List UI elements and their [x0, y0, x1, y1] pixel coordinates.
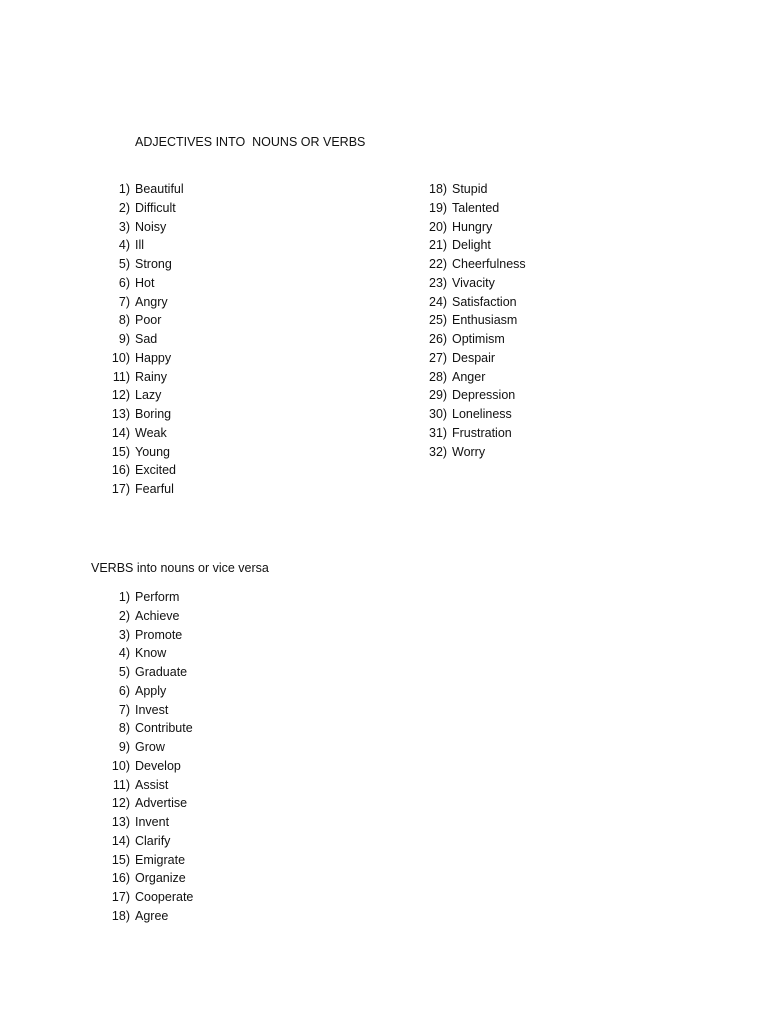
item-word: Stupid [452, 182, 488, 196]
list-item [429, 424, 512, 443]
list-item [108, 682, 167, 701]
list-item [429, 293, 517, 312]
item-number: 19) [429, 200, 448, 215]
list-item [108, 813, 170, 832]
item-number: 17) [111, 890, 130, 904]
item-number: 29) [429, 388, 448, 403]
item-word: Enthusiasm [452, 313, 518, 328]
item-word: Weak [135, 425, 167, 440]
list-item [429, 180, 488, 199]
item-number: 7) [118, 702, 130, 717]
item-number: 15) [111, 852, 130, 867]
item-word: Worry [452, 444, 486, 459]
item-number: 6) [118, 683, 130, 698]
item-word: Fearful [135, 482, 174, 496]
item-word: Loneliness [452, 407, 512, 421]
item-number: 16) [111, 871, 130, 886]
item-word: Rainy [135, 369, 167, 384]
item-word: Beautiful [135, 182, 184, 196]
item-number: 1) [118, 590, 130, 604]
list-item [429, 443, 486, 462]
item-number: 9) [118, 740, 130, 754]
item-number: 28) [429, 369, 448, 384]
list-item [108, 888, 194, 907]
item-word: Hot [135, 275, 155, 290]
item-word: Organize [135, 871, 186, 886]
list-item [429, 368, 486, 387]
item-number: 8) [118, 313, 130, 328]
item-number: 23) [429, 275, 448, 290]
verbs-list [108, 588, 194, 926]
list-item [108, 368, 167, 387]
list-item [108, 199, 176, 218]
list-item [108, 851, 186, 870]
list-item [429, 255, 526, 274]
list-item [429, 386, 516, 405]
item-word: Angry [135, 294, 168, 309]
list-item [429, 330, 505, 349]
list-item [429, 274, 495, 293]
section-title-adjectives: ADJECTIVES INTO NOUNS OR VERBS [135, 135, 366, 149]
item-number: 27) [429, 350, 448, 365]
item-number: 4) [118, 646, 130, 661]
item-word: Delight [452, 238, 491, 253]
item-number: 7) [118, 294, 130, 309]
item-number: 24) [429, 294, 448, 309]
list-item [108, 480, 174, 499]
list-item [108, 794, 188, 813]
item-word: Despair [452, 350, 496, 365]
item-word: Vivacity [452, 275, 495, 290]
list-item [429, 405, 512, 424]
item-word: Cheerfulness [452, 257, 526, 271]
list-item [108, 180, 184, 199]
adjectives-list-left [108, 180, 184, 499]
item-number: 20) [429, 219, 448, 234]
item-word: Lazy [135, 388, 162, 403]
list-item [108, 663, 188, 682]
item-number: 11) [112, 777, 130, 792]
item-word: Anger [452, 369, 486, 384]
item-word: Excited [135, 463, 176, 478]
item-number: 14) [111, 425, 130, 440]
list-item [429, 349, 496, 368]
item-word: Grow [135, 740, 165, 754]
item-number: 30) [429, 407, 448, 421]
list-item [108, 443, 170, 462]
list-item [108, 293, 168, 312]
item-word: Invent [135, 815, 170, 829]
list-item [108, 386, 162, 405]
item-number: 13) [111, 815, 130, 829]
item-number: 3) [118, 627, 130, 642]
item-number: 5) [118, 257, 130, 271]
adjectives-list-right [429, 180, 526, 461]
item-word: Satisfaction [452, 294, 517, 309]
list-item [108, 588, 180, 607]
item-number: 26) [429, 332, 448, 346]
item-word: Develop [135, 758, 181, 773]
list-item [108, 405, 172, 424]
list-item [108, 330, 158, 349]
item-word: Sad [135, 332, 158, 346]
item-number: 21) [429, 238, 448, 253]
list-item [108, 607, 180, 626]
item-word: Assist [135, 777, 169, 792]
item-word: Difficult [135, 200, 176, 215]
item-number: 5) [118, 665, 130, 679]
list-item [108, 644, 167, 663]
item-number: 12) [111, 796, 130, 811]
item-word: Agree [135, 908, 169, 923]
list-item [108, 311, 162, 330]
list-item [429, 236, 491, 255]
item-word: Advertise [135, 796, 188, 811]
item-word: Graduate [135, 665, 188, 679]
list-item [108, 701, 169, 720]
list-item [108, 738, 165, 757]
item-word: Frustration [452, 425, 512, 440]
item-word: Young [135, 444, 170, 459]
list-item [108, 349, 172, 368]
item-word: Ill [135, 238, 145, 253]
item-word: Strong [135, 257, 172, 271]
item-number: 18) [429, 182, 448, 196]
list-item [108, 719, 193, 738]
item-word: Cooperate [135, 890, 194, 904]
item-word: Promote [135, 627, 183, 642]
item-number: 10) [111, 758, 130, 773]
item-number: 13) [111, 407, 130, 421]
list-item [108, 832, 171, 851]
item-word: Happy [135, 350, 172, 365]
item-word: Perform [135, 590, 180, 604]
item-word: Depression [452, 388, 516, 403]
item-number: 11) [112, 369, 130, 384]
item-word: Apply [135, 683, 167, 698]
item-word: Optimism [452, 332, 505, 346]
item-number: 17) [111, 482, 130, 496]
item-number: 10) [111, 350, 130, 365]
list-item [429, 218, 493, 237]
item-word: Noisy [135, 219, 167, 234]
item-word: Boring [135, 407, 172, 421]
item-number: 9) [118, 332, 130, 346]
item-word: Poor [135, 313, 162, 328]
item-number: 25) [429, 313, 448, 328]
list-item [108, 907, 169, 926]
item-word: Contribute [135, 721, 193, 736]
item-number: 22) [429, 257, 448, 271]
item-number: 2) [118, 200, 130, 215]
list-item [108, 776, 169, 795]
list-item [108, 461, 176, 480]
list-item [108, 274, 155, 293]
item-number: 8) [118, 721, 130, 736]
list-item [108, 626, 183, 645]
list-item [108, 869, 186, 888]
list-item [108, 757, 181, 776]
list-item [108, 255, 172, 274]
item-number: 12) [111, 388, 130, 403]
list-item [108, 236, 145, 255]
item-number: 16) [111, 463, 130, 478]
item-word: Know [135, 646, 167, 661]
item-number: 6) [118, 275, 130, 290]
item-number: 4) [118, 238, 130, 253]
item-number: 1) [118, 182, 130, 196]
item-number: 14) [111, 833, 130, 848]
list-item [108, 218, 167, 237]
item-word: Emigrate [135, 852, 186, 867]
list-item [108, 424, 167, 443]
list-item [429, 311, 518, 330]
item-number: 18) [111, 908, 130, 923]
item-number: 3) [118, 219, 130, 234]
section-title-verbs: VERBS into nouns or vice versa [91, 561, 269, 575]
item-word: Clarify [135, 833, 171, 848]
item-word: Talented [452, 200, 500, 215]
item-number: 2) [118, 608, 130, 623]
item-word: Invest [135, 702, 169, 717]
item-number: 31) [429, 425, 448, 440]
item-word: Achieve [135, 608, 180, 623]
item-word: Hungry [452, 219, 493, 234]
item-number: 15) [111, 444, 130, 459]
item-number: 32) [429, 444, 448, 459]
list-item [429, 199, 500, 218]
